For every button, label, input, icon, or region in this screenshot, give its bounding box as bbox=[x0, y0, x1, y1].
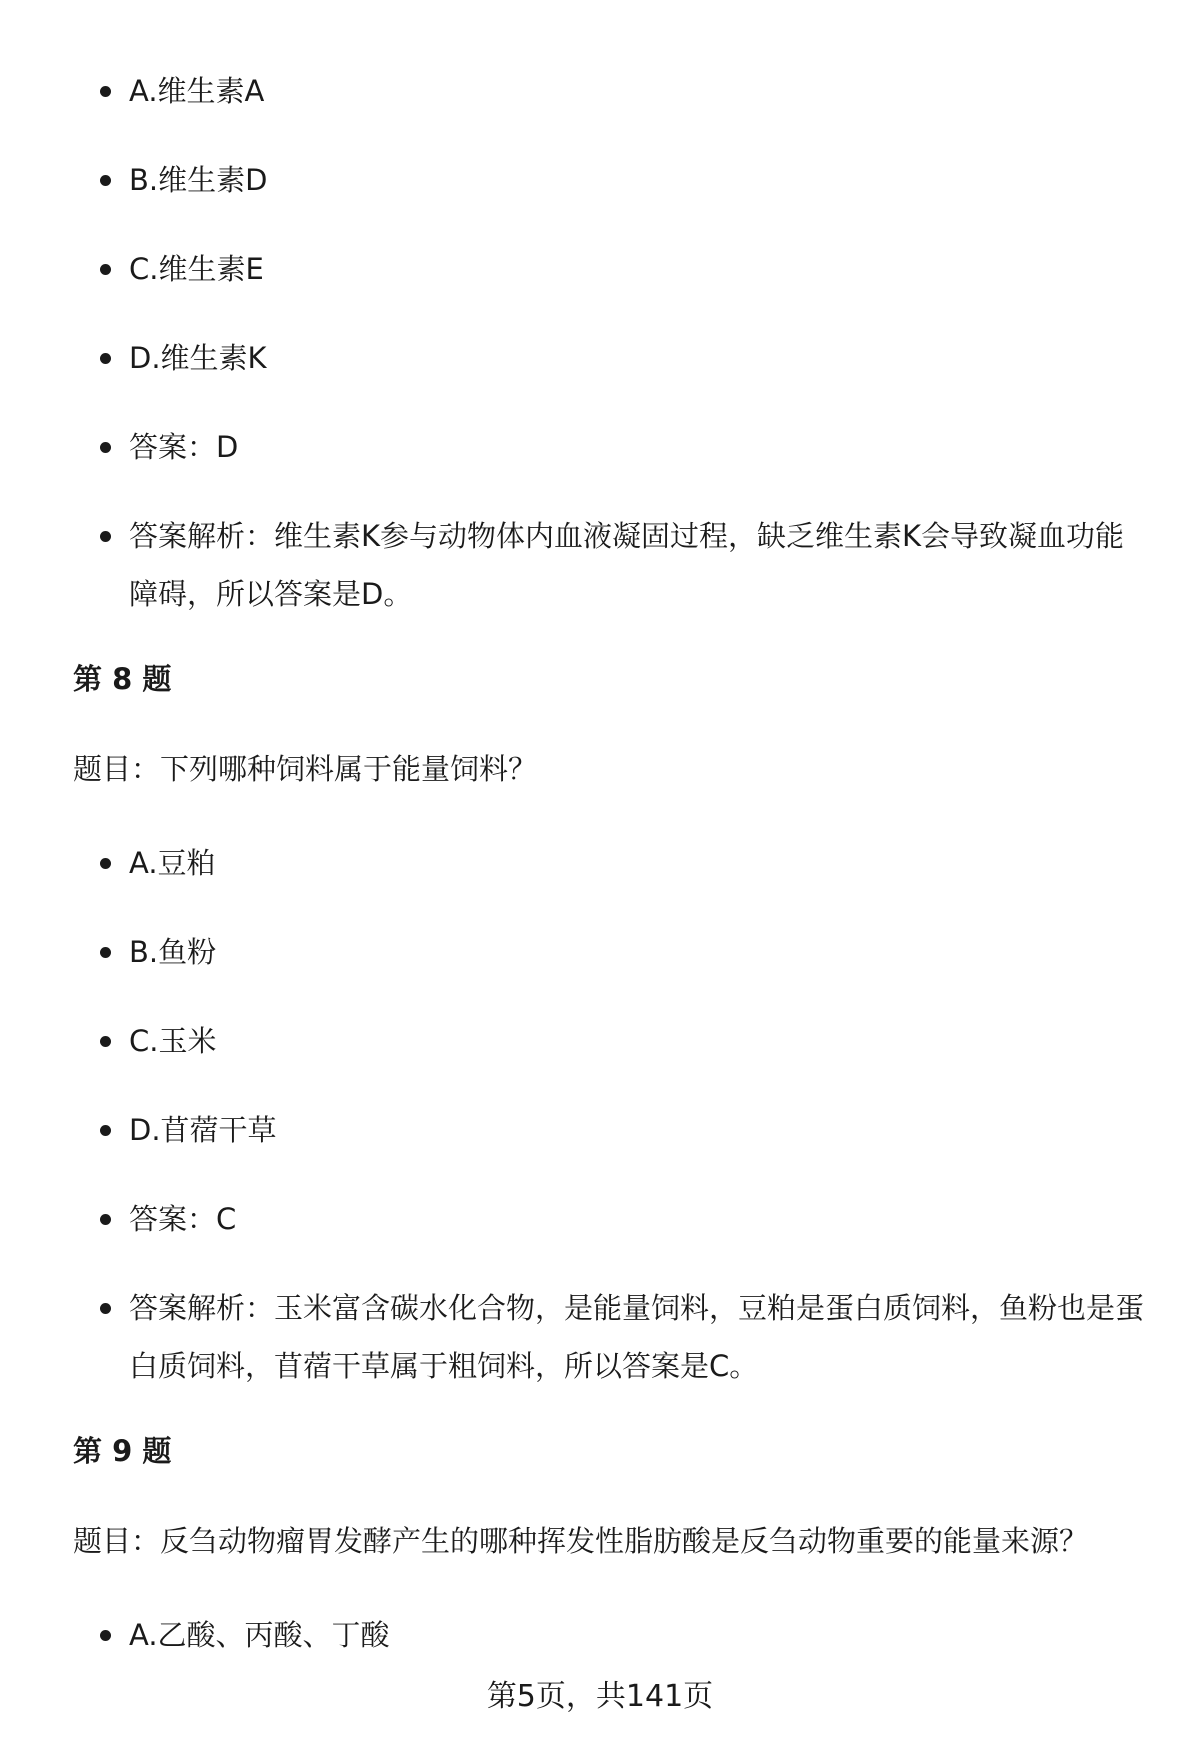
option-a: A.维生素A bbox=[73, 62, 1153, 120]
question-heading: 第 8 题 bbox=[73, 662, 172, 696]
option-d: D.维生素K bbox=[73, 329, 1153, 387]
page-number: 第5页，共141页 bbox=[486, 1679, 714, 1714]
option-b: B.鱼粉 bbox=[73, 923, 1153, 981]
option-a: A.乙酸、丙酸、丁酸 bbox=[73, 1606, 1153, 1664]
answer-analysis: 答案解析：维生素K参与动物体内血液凝固过程，缺乏维生素K会导致凝血功能障碍，所以答案是D。 bbox=[73, 507, 1153, 623]
answer-analysis: 答案解析：玉米富含碳水化合物，是能量饲料，豆粕是蛋白质饲料，鱼粉也是蛋白质饲料，苜蓿干草属于粗饲料，所以答案是C。 bbox=[73, 1279, 1153, 1395]
question-7-options bbox=[73, 62, 1153, 623]
answer: 答案：D bbox=[73, 418, 1153, 476]
option-a: A.豆粕 bbox=[73, 834, 1153, 892]
question-heading: 第 9 题 bbox=[73, 1434, 172, 1468]
page-body bbox=[73, 62, 1153, 1695]
question-9-options bbox=[73, 1606, 1153, 1664]
question-text: 题目：下列哪种饲料属于能量饲料？ bbox=[73, 752, 538, 786]
question-text: 题目：反刍动物瘤胃发酵产生的哪种挥发性脂肪酸是反刍动物重要的能量来源？ bbox=[73, 1524, 1089, 1558]
question-8-options bbox=[73, 834, 1153, 1395]
option-c: C.玉米 bbox=[73, 1012, 1153, 1070]
option-c: C.维生素E bbox=[73, 240, 1153, 298]
option-b: B.维生素D bbox=[73, 151, 1153, 209]
option-d: D.苜蓿干草 bbox=[73, 1101, 1153, 1159]
answer: 答案：C bbox=[73, 1190, 1153, 1248]
